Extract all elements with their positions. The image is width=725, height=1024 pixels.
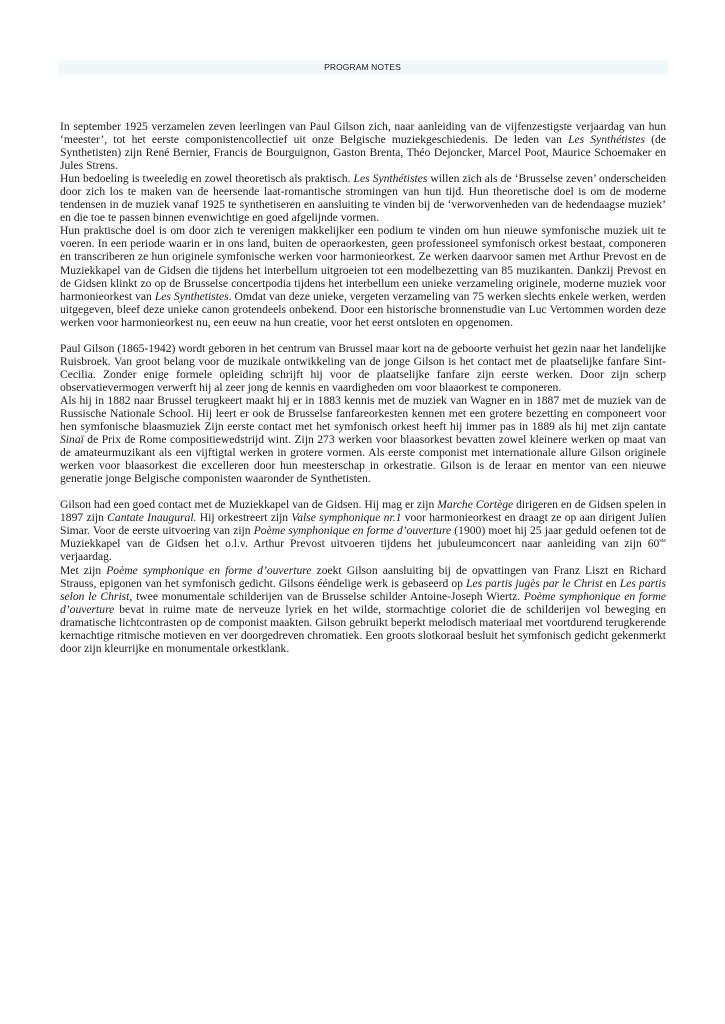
italic-title: Les Synthetistes	[154, 289, 229, 303]
text-run: voor harmonieorkest en draagt ze op aan dirigent Julien Simar. Voor de eerste uitvoering van zijn	[60, 511, 667, 538]
paragraph	[60, 224, 666, 328]
page-header-title: PROGRAM NOTES	[324, 62, 401, 72]
text-run: . Omdat van deze unieke, vergeten verzameling van 75 werken slechts enkele werken, werden uitgegeven, bleef deze unieke canon grotendeels onbekend. Door een historische bronnenstudie van Luc Vertommen worden deze werken voor harmonieorkest nu, een eeuw na hun creatie, voor het eerst ontsloten en opgenomen.	[60, 289, 666, 329]
section-gap	[60, 329, 666, 342]
text-run: en	[602, 576, 620, 590]
italic-title: Les Synthétistes	[353, 172, 428, 186]
italic-title: Les partis selon le Christ	[60, 576, 666, 603]
italic-title: Valse symphonique nr.1	[291, 511, 402, 525]
text-run: Hij orkestreert zijn	[196, 511, 292, 525]
paragraph	[60, 342, 666, 394]
paragraph	[60, 394, 666, 485]
paragraph	[60, 120, 666, 172]
italic-title: Sinaï	[60, 433, 84, 447]
text-run: verjaardag.	[60, 550, 112, 564]
text-run: Hun praktische doel is om door zich te verenigen makkelijker een podium te vinden om hun nieuwe symfonische muziek uit te voeren. In een periode waarin er in ons land, buiten de operaorkesten, geen professioneel symfonisch orkest bestaat, componeren en transcriberen ze hun originele symfonische werken voor harmonieorkest. Ze werken daarvoor samen met Arthur Prevost en de Muziekkapel van de Gidsen die tijdens het interbellum uitgroeien tot een modelbezetting van 85 muzikanten. Dankzij Prevost en de Gidsen klinkt zo op de Brusselse concertpodia tijdens het interbellum een unieke verzameling originele, moderne muziek voor harmonieorkest van	[60, 224, 666, 303]
text-run: willen zich als de ‘Brusselse zeven’ onderscheiden door zich los te maken van de heersende laat-romantische stromingen van hun tijd. Hun theoretische doel is om de moderne tendensen in de muziek vanaf 1925 te synthetiseren en aansluiting te vinden bij de ‘verworvenheden van de hedendaagse muziek’ en die toe te passen binnen evenwichtige en goed afgelijnde vormen.	[60, 172, 666, 225]
text-run: bevat in ruime mate de nerveuze lyriek en het wilde, stormachtige coloriet die de schilderijen vol beweging en dramatische lichtcontrasten op de componist maakten. Gilson gebruikt beperkt melodisch materiaal met voortdurend terugkerende kernachtige ritmische motieven en ver doorgedreven chromatiek. Een groots slotkoraal besluit het symfonisch gedicht gekenmerkt door zijn kleurrijke en monumentale orkestklank.	[60, 602, 666, 655]
text-run: (1900) moet hij 25 jaar geduld oefenen tot de Muziekkapel van de Gidsen het o.l.v. Arthur Prevost uitvoeren tijdens het jubuleumconcert naar aanleiding van zijn 60	[60, 524, 667, 551]
text-run: zoekt Gilson aansluiting bij de opvattingen van Franz Liszt en Richard Strauss, epigonen van het symfonisch gedicht. Gilsons ééndelige werk is gebaseerd op	[60, 563, 666, 590]
section-3	[60, 498, 666, 655]
text-run: Met zijn	[60, 563, 107, 577]
italic-title: Les Synthétistes	[568, 133, 646, 147]
section-1	[60, 120, 666, 329]
superscript: ste	[659, 538, 666, 545]
italic-title: Poème symphonique en forme d’ouverture	[253, 524, 452, 538]
section-2	[60, 342, 666, 486]
italic-title: Les partis jugès par le Christ	[466, 576, 603, 590]
text-run: de Prix de Rome compositiewedstrijd wint. Zijn 273 werken voor blaasorkest bevatten zowel kleinere werken op maat van de amateurmuzikant als een vijftigtal werken in grotere vormen. Als eerste componist met internationale allure Gilson originele werken voor blaasorkest die excelleren door hun meesterschap in orkestratie. Gilson is de leraar en mentor van een nieuwe generatie jonge Belgische componisten waaronder de Synthetisten.	[60, 433, 666, 486]
text-run: Paul Gilson (1865-1942) wordt geboren in het centrum van Brussel maar kort na de geboorte verhuist het gezin naar het landelijke Ruisbroek. Van groot belang voor de muzikale ontwikkeling van de jonge Gilson is het contact met de plaatselijke fanfare Sint-Cecilia. Zonder enige formele opleiding schrijft hij voor de plaatselijke fanfare zijn eerste werken. Door zijn scherp observatievermogen verwerft hij al zeer jong de kennis en vaardigheden om voor blaaorkest te componeren.	[60, 341, 666, 394]
text-run: Gilson had een goed contact met de Muziekkapel van de Gidsen. Hij mag er zijn	[60, 498, 438, 512]
italic-title: Marche Cortège	[437, 498, 514, 512]
document-body	[60, 120, 666, 655]
italic-title: Poème symphonique en forme d’ouverture	[106, 563, 312, 577]
italic-title: Cantate Inaugural.	[107, 511, 197, 525]
text-run: Als hij in 1882 naar Brussel terugkeert maakt hij er in 1883 kennis met de muziek van Wagner en in 1887 met de muziek van de Russische Nationale School. Hij leert er ook de Brusselse fanfareorkesten kennen met een grotere bezetting en componeert voor hen symfonische blaasmuziek Zijn eerste contact met het symfonisch orkest heeft hij immer pas in 1889 als hij met zijn cantate	[60, 393, 666, 434]
text-run: In september 1925 verzamelen zeven leerlingen van Paul Gilson zich, naar aanleiding van de vijfenzestigste verjaardag van hun ‘meester’, tot het eerste componistencollectief uit onze Belgische muziekgeschiedenis. De leden van	[60, 120, 666, 147]
italic-title: Poème symphonique en forme d’ouverture	[60, 589, 666, 616]
text-run: dirigeren en de Gidsen spelen in 1897 zijn	[60, 498, 667, 525]
paragraph	[60, 498, 666, 563]
text-run: (de Synthetisten) zijn René Bernier, Francis de Bourguignon, Gaston Brenta, Théo Dejoncker, Marcel Poot, Maurice Schoemaker en Jules Strens.	[60, 133, 666, 173]
paragraph	[60, 172, 666, 224]
text-run: Hun bedoeling is tweeledig en zowel theoretisch als praktisch.	[60, 172, 354, 186]
paragraph	[60, 564, 666, 655]
text-run: , twee monumentale schilderijen van de Brusselse schilder Antoine-Joseph Wiertz.	[129, 589, 524, 603]
section-gap	[60, 485, 666, 498]
